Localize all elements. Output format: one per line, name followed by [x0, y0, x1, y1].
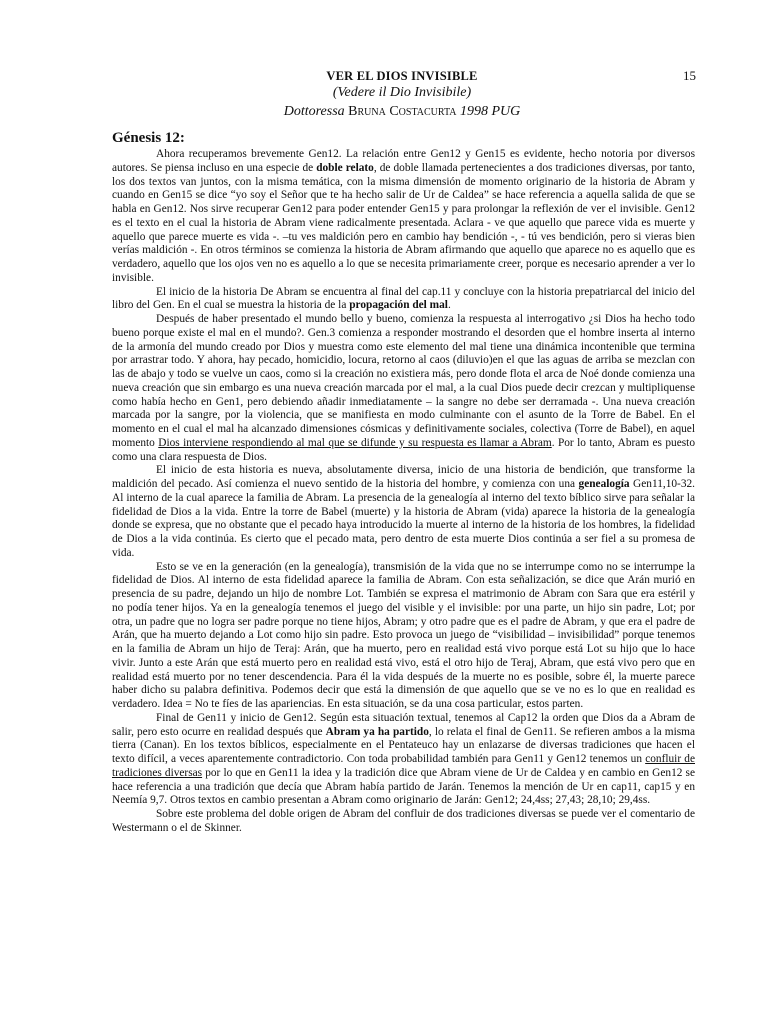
- author-prefix: Dottoressa: [283, 104, 345, 119]
- paragraph: [112, 464, 695, 560]
- paragraph: [112, 286, 695, 314]
- section-title: Génesis 12:: [112, 130, 185, 146]
- author-name: Bruna Costacurta: [348, 104, 457, 119]
- document-body: [112, 148, 695, 836]
- paragraph: [112, 712, 695, 808]
- document-title: VER EL DIOS INVISIBLE: [326, 69, 478, 83]
- text-run: Después de haber presentado el mundo bello y bueno, comienza la respuesta al interrogativo ¿si Dios ha hecho todo bueno porque existe el mal en el mundo?. Gen.3 comienza a responder mostrando el desorden que el hombre inserta al interno de la armonía del mundo creado por Dios y muestra como este elemento del mal tiene una dinámica incontenible que termina por arrastrar todo. Y ahora, hay pecado, homicidio, locura, retorno al caos (diluvio)en el que las aguas de arriba se mezclan con las de abajo y todo se vuelve un caos, como si la creación no existiera más, pero donde flota el arca de Noé donde comienza una nueva creación que sin embargo es una nueva creación marcada por el mal, a la cual Dios puede decir crezcan y multipliquense como había hecho en Gen1, pero debiendo añadir inmediatamente – la sangre no debe ser derramada -. Una nueva creación marcada por la sangre, por la violencia, que se manifiesta en modo culminante con el asunto de la Torre de Babel. En el momento en el cual el mal ha alcanzado dimensiones cósmicas y definitivamente sociales, colectiva (Torre de Babel), en aquel momento: [112, 313, 695, 449]
- page-number: 15: [683, 68, 696, 83]
- paragraph: [112, 808, 695, 836]
- text-run: Gen11,10-32. Al interno de la cual aparece la familia de Abram. La presencia de la genealogía al interno del texto bíblico sirve para señalar la fidelidad de Dios a la vida. Entre la torre de Babel (muerte) y la historia de Abram (vida) aparece la historia de la genealogía donde se expresa, que no obstante que el pecado haya introducido la muerte al interno de la historia de los hombres, la fidelidad de Dios a la vida continúa. Es cierto que el pecado mata, pero dentro de esta muerte Dios continúa a ser fiel a su promesa de vida.: [112, 478, 696, 559]
- text-run: .: [447, 299, 451, 312]
- text-run: El inicio de esta historia es nueva, absolutamente diversa, inicio de una historia de bendición, que transforme la maldición del pecado. Así comienza el nuevo sentido de la historia del hombre, y comienza con una: [112, 464, 695, 490]
- text-run: Sobre este problema del doble origen de Abram del confluir de dos tradiciones diversas se puede ver el comentario de Westermann o el de Skinner.: [112, 808, 695, 834]
- text-run: . Por lo tanto, Abram es puesto como una clara respuesta de Dios.: [112, 436, 695, 463]
- paragraph: [112, 313, 695, 464]
- text-run: por lo que en Gen11 la idea y la tradición dice que Abram viene de Ur de Caldea y en cambio en Gen12 se hace referencia a una tradición que decía que Abram había partido de Jarán. Tenemos la mención de Ur en cap11, cap15 y en Neemía 9,7. Otros textos en cambio presentan a Abram como originario de Jarán: Gen12; 24,4ss; 27,43; 28,10; 29,4ss.: [112, 766, 695, 807]
- bold-emphasis: propagación del mal: [349, 299, 448, 312]
- bold-emphasis: Abram ya ha partido: [325, 725, 429, 738]
- document-subtitle: (Vedere il Dio Invisibile): [332, 85, 472, 100]
- text-run: Esto se ve en la generación (en la genealogía), transmisión de la vida que no se interrumpe como no se interrumpe la fidelidad de Dios. Al interno de esta fidelidad aparece la familia de Abram. Con esta señalización, se dice que Arán murió en presencia de su padre, dejando un hijo de nombre Lot. También se expresa el matrimonio de Abram con Sara que era estéril y no podía tener hijos. Ya en la genealogía tenemos el juego del visible y el invisible: por una parte, un hijo sin padre, Lot; por otra, un padre que no logra ser padre porque no tiene hijos, Abram; y otro padre que es el padre de Abram, y que era el padre de Arán, que ha muerto dejando a Lot como hijo sin padre. Esto provoca un juego de “visibilidad – invisibilidad” porque tenemos en la familia de Abram un hijo de Teraj: Arán, que ha muerto, pero en realidad está vivo porque está Lot su hijo que lo hace vivir. Junto a este Arán que está muerto pero en realidad está vivo, está el otro hijo de Teraj, Abram, que está vivo pero que en realidad está muerto por no tener descendencia. Para él la vida después de la muerte no es posible, sobre él, la muerte parece haber dicho su palabra definitiva. Podemos decir que está la dimensión de que aquello que se ve no es lo que en realidad es verdadero. Idea = No te fíes de las apariencias. En esta situación, se da una cosa particular, estos parten.: [112, 560, 695, 710]
- bold-emphasis: genealogía: [578, 478, 630, 490]
- text-run: , de doble llamada pertenecientes a dos tradiciones diversas, por tanto, los dos textos van juntos, con la misma temática, con la misma dimensión de momento originario de la historia de Abram y cuando en Gen15 se dice “yo soy el Señor que te ha hecho salir de Ur de Caldea” se hace referencia a aquella salida de que se habla en Gen12. Nos sirve recuperar Gen12 para poder entender Gen15 y para prolongar la reflexión de ver el invisible. Gen12 es el texto en el cual la historia de Abram viene radicalmente presentada. Aclara - ve que aquello que parece vida es muerte y aquello que parece muerte es vida -. –tu ves maldición pero en cambio hay bendición -, - tú ves bendición, pero si vieras bien verías maldición -. En otros términos se comienza la historia de Abram afirmando que aquello que aparece no es aquello que es verdadero, aquello que los ojos ven no es aquello a lo que se necesita primariamente creer, porque es necesario aprender a ver lo invisible.: [112, 161, 695, 284]
- text-run: , lo relata el final de Gen11. Se refieren ambos a la misma tierra (Canan). En los textos bíblicos, especialmente en el Pentateuco hay un enlazarse de diversas tradiciones que hacen el texto difícil, a veces aparentemente contradictorio. Con toda probabilidad también para Gen11 y Gen12 tenemos un: [112, 725, 695, 765]
- paragraph: [112, 561, 695, 712]
- document-author: [112, 102, 692, 121]
- text-run: Final de Gen11 y inicio de Gen12. Según esta situación textual, tenemos al Cap12 la orden que Dios da a Abram de salir, pero esto ocurre en realidad después que: [112, 711, 695, 738]
- underlined-emphasis: Dios interviene respondiendo al mal que se difunde y su respuesta es llamar a Abram: [158, 436, 552, 449]
- text-run: Ahora recuperamos brevemente Gen12. La relación entre Gen12 y Gen15 es evidente, hecho notoria por diversos autores. Se piensa incluso en una especie de: [112, 148, 695, 174]
- text-run: El inicio de la historia De Abram se encuentra al final del cap.11 y concluye con la historia prepatriarcal del inicio del libro del Gen. En el cual se muestra la historia de la: [112, 285, 695, 312]
- paragraph: [112, 148, 695, 286]
- publication-year: 1998 PUG: [459, 104, 521, 119]
- document-header: [112, 68, 692, 121]
- underlined-emphasis: confluir de tradiciones diversas: [112, 753, 695, 779]
- bold-emphasis: doble relato: [316, 161, 374, 174]
